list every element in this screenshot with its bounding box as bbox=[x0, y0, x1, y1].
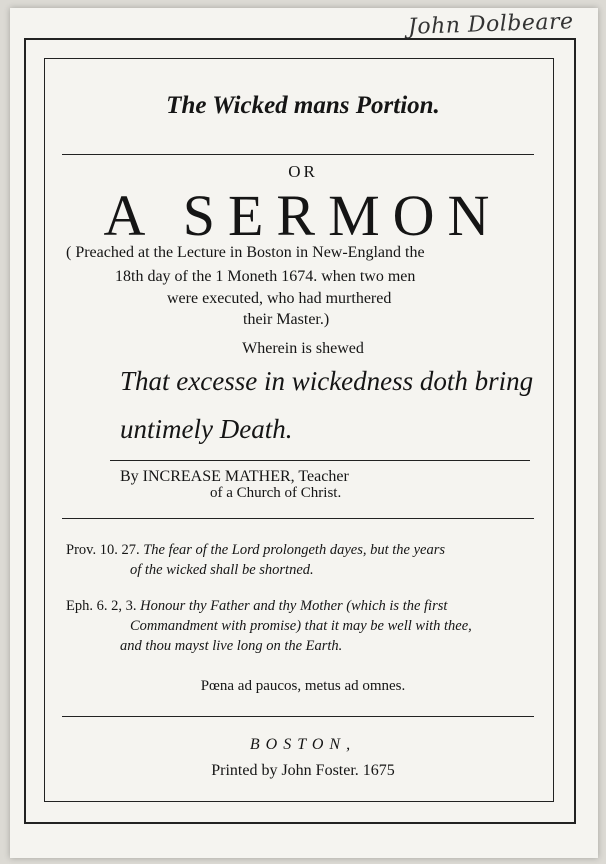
ephesians-text-1: Honour thy Father and thy Mother (which is the first bbox=[140, 598, 448, 614]
ephesians-quote-line-1 bbox=[66, 598, 447, 615]
latin-motto: Pœna ad paucos, metus ad omnes. bbox=[200, 678, 406, 694]
imprint-printer: Printed by John Foster. 1675 bbox=[211, 762, 395, 779]
thesis-line-1: That excesse in wickedness doth bring bbox=[120, 366, 534, 396]
divider-rule bbox=[62, 518, 534, 519]
author-line-2: of a Church of Christ. bbox=[210, 485, 342, 501]
sermon-heading: A SERMON bbox=[103, 183, 503, 248]
thesis-line-2: untimely Death. bbox=[120, 414, 293, 444]
subtitle-line-2: 18th day of the 1 Moneth 1674. when two men bbox=[115, 268, 416, 285]
proverbs-text-1: The fear of the Lord prolongeth dayes, but the years bbox=[143, 542, 445, 558]
book-title: The Wicked mans Portion. bbox=[166, 92, 440, 119]
proverbs-reference: Prov. 10. 27. bbox=[66, 542, 140, 558]
divider-rule bbox=[62, 716, 534, 717]
or-line: OR bbox=[288, 162, 318, 181]
author-line-1: By INCREASE MATHER, Teacher bbox=[120, 468, 349, 485]
divider-rule bbox=[110, 460, 530, 461]
proverbs-quote-line-1 bbox=[66, 542, 445, 559]
imprint-city: BOSTON, bbox=[249, 736, 357, 753]
divider-rule bbox=[62, 154, 534, 155]
ephesians-reference: Eph. 6. 2, 3. bbox=[66, 598, 137, 614]
proverbs-quote-line-2: of the wicked shall be shortned. bbox=[130, 562, 314, 578]
ephesians-quote-line-3: and thou mayst live long on the Earth. bbox=[120, 638, 343, 654]
subtitle-line-3: were executed, who had murthered bbox=[167, 290, 392, 307]
subtitle-line-1: ( Preached at the Lecture in Boston in New-England the bbox=[66, 244, 425, 261]
subtitle-line-4: their Master.) bbox=[243, 311, 330, 328]
ephesians-quote-line-2: Commandment with promise) that it may be well with thee, bbox=[130, 618, 472, 634]
wherein-line: Wherein is shewed bbox=[242, 340, 364, 357]
handwritten-signature: John Dolbeare bbox=[408, 9, 575, 40]
